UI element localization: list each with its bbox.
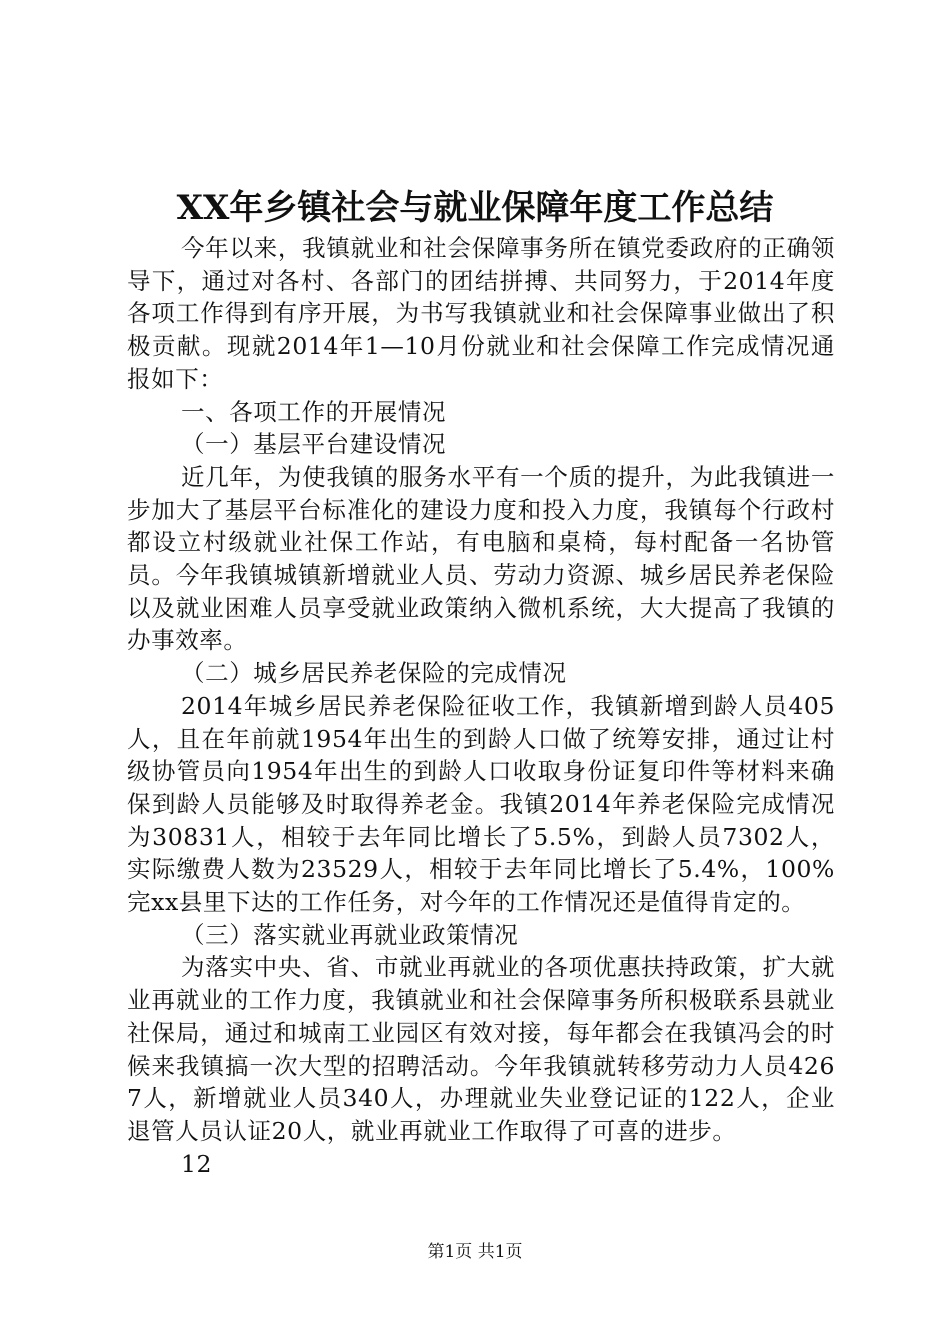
page-footer: 第1页 共1页 bbox=[427, 1242, 523, 1262]
subsection-1-paragraph: 近几年，为使我镇的服务水平有一个质的提升，为此我镇进一步加大了基层平台标准化的建设力度和投入力度，我镇每个行政村都设立村级就业社保工作站，有电脑和桌椅，每村配备一名协管员。今年我镇城镇新增就业人员、劳动力资源、城乡居民养老保险以及就业困难人员享受就业政策纳入微机系统，大大提高了我镇的办事效率。 bbox=[127, 462, 835, 655]
subsection-heading-2: （二）城乡居民养老保险的完成情况 bbox=[181, 659, 567, 688]
intro-paragraph: 今年以来，我镇就业和社会保障事务所在镇党委政府的正确领导下，通过对各村、各部门的团结拼搏、共同努力，于2014年度各项工作得到有序开展，为书写我镇就业和社会保障事业做出了积极贡献。现就2014年1—10月份就业和社会保障工作完成情况通报如下： bbox=[127, 234, 835, 393]
subsection-heading-3: （三）落实就业再就业政策情况 bbox=[181, 920, 519, 949]
subsection-heading-1: （一）基层平台建设情况 bbox=[181, 430, 447, 459]
subsection-3-paragraph: 为落实中央、省、市就业再就业的各项优惠扶持政策，扩大就业再就业的工作力度，我镇就业和社会保障事务所积极联系县就业社保局，通过和城南工业园区有效对接，每年都会在我镇冯会的时候来我镇搞一次大型的招聘活动。今年我镇就转移劳动力人员4267人，新增就业人员340人，办理就业失业登记证的122人，企业退管人员认证20人，就业再就业工作取得了可喜的进步。 bbox=[127, 953, 835, 1145]
subsection-2-paragraph: 2014年城乡居民养老保险征收工作，我镇新增到龄人员405人，且在年前就1954年出生的到龄人口做了统筹安排，通过让村级协管员向1954年出生的到龄人口收取身份证复印件等材料来确保到龄人员能够及时取得养老金。我镇2014年养老保险完成情况为30831人，相较于去年同比增长了5.5%，到龄人员7302人，实际缴费人数为23529人，相较于去年同比增长了5.4%，100%完xx县里下达的工作任务，对今年的工作情况还是值得肯定的。 bbox=[127, 691, 835, 917]
document-title: XX年乡镇社会与就业保障年度工作总结 bbox=[176, 188, 774, 228]
document-body bbox=[127, 232, 835, 1180]
section-heading-1: 一、各项工作的开展情况 bbox=[181, 397, 447, 426]
trailing-number: 12 bbox=[181, 1149, 213, 1178]
